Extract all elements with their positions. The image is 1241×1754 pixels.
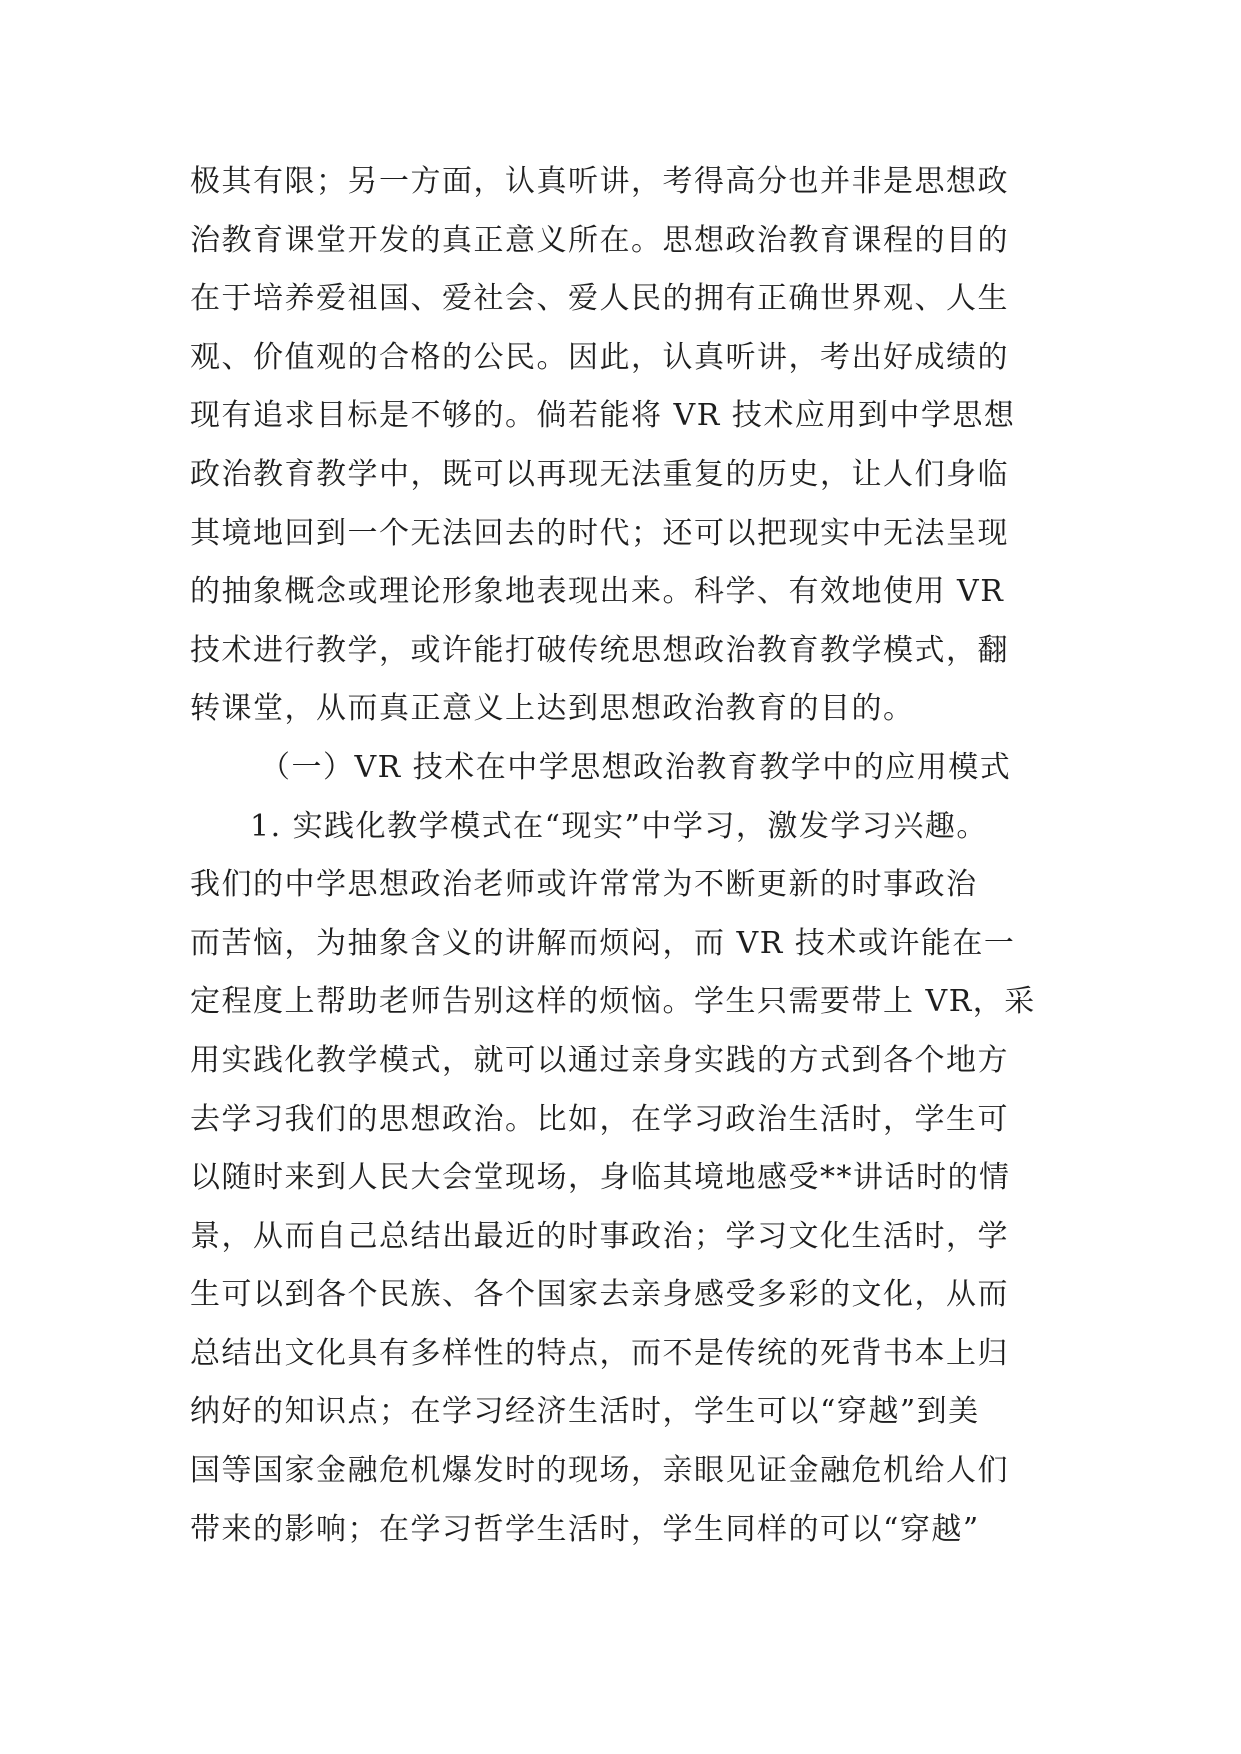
text-line: 观、价值观的合格的公民。因此，认真听讲，考出好成绩的 — [190, 339, 1009, 375]
text-line: 现有追求目标是不够的。倘若能将 VR 技术应用到中学思想 — [190, 398, 1016, 434]
text-line: 生可以到各个民族、各个国家去亲身感受多彩的文化，从而 — [190, 1277, 1009, 1313]
text-line: 我们的中学思想政治老师或许常常为不断更新的时事政治 — [190, 867, 978, 903]
text-line: 带来的影响；在学习哲学生活时，学生同样的可以“穿越” — [190, 1511, 980, 1547]
text-line: 的抽象概念或理论形象地表现出来。科学、有效地使用 VR — [190, 574, 1005, 610]
text-line: 定程度上帮助老师告别这样的烦恼。学生只需要带上 VR，采 — [190, 984, 1036, 1020]
text-line: 景，从而自己总结出最近的时事政治；学习文化生活时，学 — [190, 1218, 1009, 1254]
text-line: 以随时来到人民大会堂现场，身临其境地感受**讲话时的情 — [190, 1160, 1011, 1196]
text-line: 纳好的知识点；在学习经济生活时，学生可以“穿越”到美 — [190, 1394, 980, 1430]
section-heading: （一）VR 技术在中学思想政治教育教学中的应用模式 — [260, 749, 1012, 785]
document-body — [190, 153, 1052, 1559]
text-line: 在于培养爱祖国、爱社会、爱人民的拥有正确世界观、人生 — [190, 281, 1009, 317]
text-line: 极其有限；另一方面，认真听讲，考得高分也并非是思想政 — [190, 164, 1009, 199]
text-line: 1. 实践化教学模式在“现实”中学习，激发学习兴趣。 — [250, 808, 988, 844]
text-line: 技术进行教学，或许能打破传统思想政治教育教学模式，翻 — [190, 632, 1009, 668]
text-line: 国等国家金融危机爆发时的现场，亲眼见证金融危机给人们 — [190, 1453, 1009, 1489]
text-line: 总结出文化具有多样性的特点，而不是传统的死背书本上归 — [190, 1335, 1009, 1371]
text-line: 其境地回到一个无法回去的时代；还可以把现实中无法呈现 — [190, 515, 1009, 551]
text-line: 政治教育教学中，既可以再现无法重复的历史，让人们身临 — [190, 456, 1009, 492]
text-line: 用实践化教学模式，就可以通过亲身实践的方式到各个地方 — [190, 1042, 1009, 1078]
text-line: 去学习我们的思想政治。比如，在学习政治生活时，学生可 — [190, 1101, 1009, 1137]
text-line: 而苦恼，为抽象含义的讲解而烦闷，而 VR 技术或许能在一 — [190, 925, 1016, 961]
text-line: 转课堂，从而真正意义上达到思想政治教育的目的。 — [190, 691, 915, 727]
text-line: 治教育课堂开发的真正意义所在。思想政治教育课程的目的 — [190, 222, 1009, 258]
